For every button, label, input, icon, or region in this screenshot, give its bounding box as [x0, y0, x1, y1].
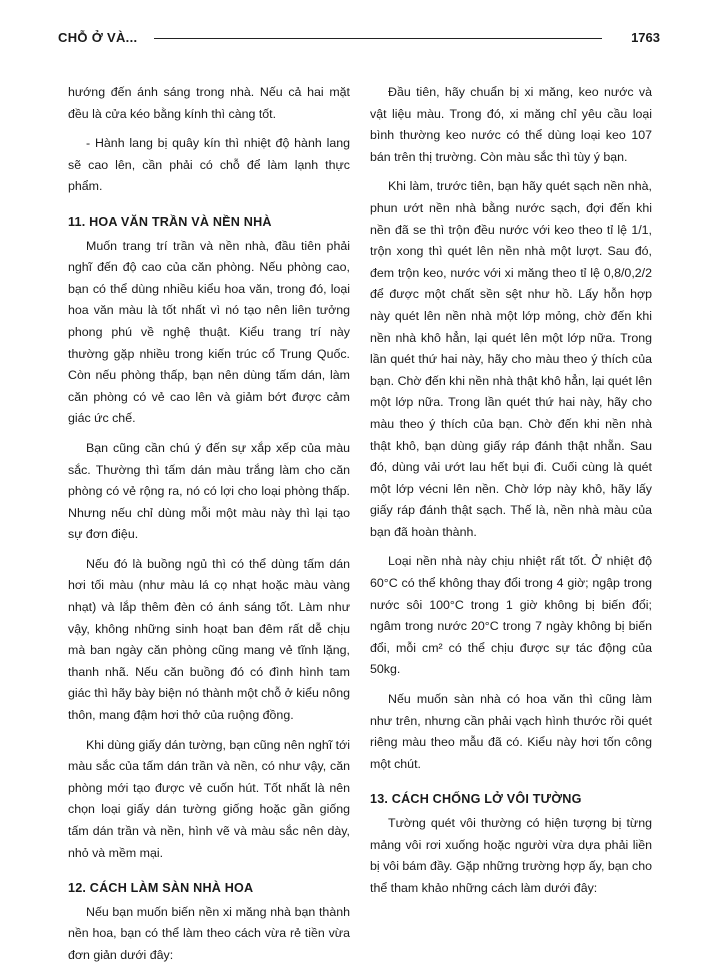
section-heading: 12. CÁCH LÀM SÀN NHÀ HOA — [68, 881, 254, 896]
paragraph: Tường quét vôi thường có hiện tượng bị từng mảng vôi rơi xuống hoặc người vừa dựa phải liền bị vôi bám đầy. Gặp những trường hợp ấy, bạn cho thể tham khảo những cách làm dưới đây: — [370, 816, 652, 895]
paragraph: - Hành lang bị quây kín thì nhiệt độ hành lang sẽ cao lên, cần phải có chỗ để làm lạnh thực phẩm. — [68, 136, 350, 194]
paragraph: Bạn cũng cần chú ý đến sự xắp xếp của màu sắc. Thường thì tấm dán màu trắng làm cho căn phòng có vẻ rộng ra, nó có lợi cho loại phòng thấp. Nhưng nếu chỉ dùng mỗi một màu này thì lại tạo sự đơn điệu. — [68, 440, 350, 542]
left-column — [68, 82, 350, 975]
paragraph: Nếu bạn muốn biến nền xi măng nhà bạn thành nền hoa, bạn có thể làm theo cách vừa rẻ tiền vừa đơn giản dưới đây: — [68, 904, 350, 962]
section-heading: 11. HOA VĂN TRẦN VÀ NỀN NHÀ — [68, 214, 272, 229]
header-rule — [154, 38, 602, 39]
page-number: 1763 — [631, 30, 660, 45]
page-header — [58, 28, 660, 48]
running-header: CHỖ Ở VÀ... — [58, 30, 138, 45]
paragraph: Muốn trang trí trần và nền nhà, đầu tiên phải nghĩ đến độ cao của căn phòng. Nếu phòng cao, bạn có thể dùng nhiều kiểu hoa văn, trong đó, loại hoa văn màu là tốt nhất vì nó tạo nên liên tưởng phong phú về nghệ thuật. Kiểu trang trí này thường gặp nhiều trong kiến trúc cổ Trung Quốc. Còn nếu phòng thấp, bạn nên dùng tấm dán, làm căn phòng có vẻ cao lên và giảm bớt được cảm giác ức chế. — [68, 238, 350, 426]
paragraph: Đầu tiên, hãy chuẩn bị xi măng, keo nước và vật liệu màu. Trong đó, xi măng chỉ yêu cầu loại bình thường keo nước có thể dùng loại keo 107 bán trên thị trường. Còn màu sắc thì tùy ý bạn. — [370, 85, 652, 164]
paragraph: Nếu muốn sàn nhà có hoa văn thì cũng làm như trên, nhưng cần phải vạch hình thước rồi quét riêng màu theo mẫu đã có. Kiểu này hơi tốn công một chút. — [370, 692, 652, 771]
paragraph: Khi làm, trước tiên, bạn hãy quét sạch nền nhà, phun ướt nền nhà bằng nước sạch, đợi đến khi nền đã se thì trộn đều nước với keo theo tỉ lệ 1/1, trộn xong thì quét lên nền nhà một lượt. Sau đó, đem trộn keo, nước với xi măng theo tỉ lệ 0,8/0,2/2 để được một chất sền sệt như hồ. Lấy hỗn hợp này quét lên nền nhà một lớp mỏng, chờ đến khi nền nhà khô hẳn, lại quét lên một lớp nữa. Trong lần quét thứ hai này, hãy cho màu theo ý thích của bạn. Chờ đến khi nền nhà thật khô hẳn, lại quét lên một lớp nữa. Trong lần quét thứ hai này, hãy cho màu theo ý thích của bạn. Chờ đến khi nền nhà thật khô, bạn dùng giấy ráp đánh thật nhẵn. Sau đó, dùng vải ướt lau hết bụi đi. Cuối cùng là quét một lớp vécni lên nền. Chờ lớp này khô, hãy lấy giấy ráp đánh thật sạch. Thế là, nền nhà màu của bạn đã hoàn thành. — [370, 179, 652, 539]
paragraph: Khi dùng giấy dán tường, bạn cũng nên nghĩ tới màu sắc của tấm dán trần và nền, có như vậy, căn phòng mới tạo được vẻ cuốn hút. Tốt nhất là nên chọn loại giấy dán tường giống hoặc gần giống tấm dán trần và nền, hình vẽ và màu sắc nên dày, nhỏ và mềm mại. — [68, 737, 350, 860]
paragraph: Nếu đó là buồng ngủ thì có thể dùng tấm dán hơi tối màu (như màu lá cọ nhạt hoặc màu vàng nhạt) và lắp thêm đèn có ánh sáng tốt. Làm như vậy, không những sinh hoạt ban đêm rất dễ chịu mà ban ngày căn phòng cũng mang vẻ tĩnh lặng, thanh nhã. Nếu căn buồng đó có đình hình tam giác thì hãy bày biện nó thành một chỗ ở kiểu nông thôn, mang đậm hơi thở của ruộng đồng. — [68, 556, 350, 723]
paragraph: Loại nền nhà này chịu nhiệt rất tốt. Ở nhiệt độ 60°C có thể không thay đổi trong 4 giờ; ngập trong nước sôi 100°C trong 1 giờ không bị biến đổi; ngâm trong nước 20°C trong 7 ngày không bị biến đổi, mỗi cm² có thể chịu được sự tác động của 50kg. — [370, 554, 652, 677]
paragraph: hướng đến ánh sáng trong nhà. Nếu cả hai mặt đều là cửa kéo bằng kính thì càng tốt. — [68, 85, 350, 121]
section-heading: 13. CÁCH CHỐNG LỞ VÔI TƯỜNG — [370, 792, 582, 807]
right-column — [370, 82, 652, 907]
